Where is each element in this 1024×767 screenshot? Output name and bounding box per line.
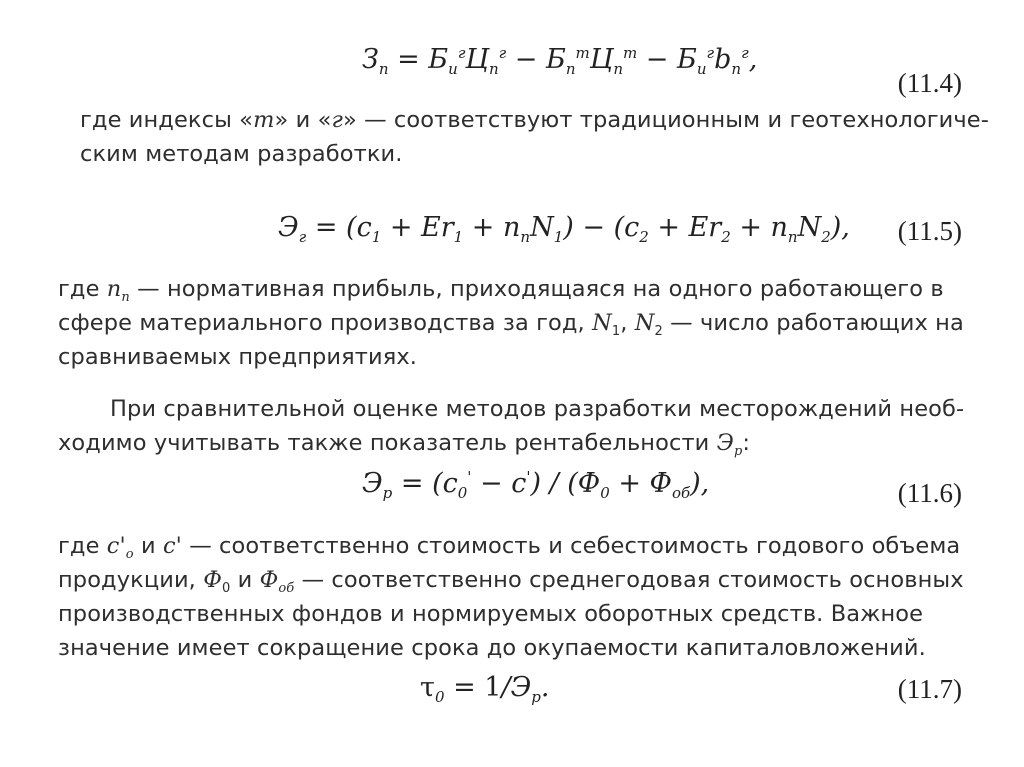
paragraph-line: где $п_п$ — нормативная прибыль, приходящаяся на одного работающего в [58, 276, 944, 305]
paragraph-line: где $с'_о$ и с' — соответственно стоимость и себестоимость годового объема [58, 533, 961, 562]
equation-11-4: $З_п = Б_и^гЦ_п^г - Б_п^mЦ_п^m - Б_и^гb_п^г$, [362, 44, 758, 78]
equation-number: (11.6) [897, 478, 962, 508]
equation-11-5: $Э_г = (c_1 + Er_1 + n_пN_1) - (c_2 + Er_2 + n_пN_2)$, [278, 212, 850, 246]
paragraph-line: сфере материального производства за год, $N_1$, $N_2$ — число работающих на [58, 310, 964, 339]
equation-11-6: $Э_р = (c_0' - c') / (Ф_0 + Ф_{об})$, [362, 468, 710, 502]
paragraph-line: ходимо учитывать также показатель рентабельности $Э_р$: [58, 430, 751, 459]
paragraph-line: значение имеет сокращение срока до окупаемости капиталовложений. [58, 635, 926, 661]
paragraph-line: продукции, $Ф_0$ и $Ф_{об}$ — соответственно среднегодовая стоимость основных [58, 567, 964, 596]
paragraph-line: ским методам разработки. [80, 141, 403, 167]
paragraph-line: производственных фондов и нормируемых оборотных средств. Важное [58, 601, 924, 627]
equation-11-7: $\tau_0 = 1/Э_р$. [420, 672, 550, 706]
equation-number: (11.4) [897, 68, 962, 98]
paragraph-line: При сравнительной оценке методов разработки месторождений необ- [110, 396, 965, 422]
paragraph-line: сравниваемых предприятиях. [58, 344, 418, 370]
equation-number: (11.7) [897, 674, 962, 704]
paragraph-line: где индексы «т» и «г» — соответствуют традиционным и геотехнологиче- [80, 107, 989, 133]
equation-number: (11.5) [897, 216, 962, 246]
